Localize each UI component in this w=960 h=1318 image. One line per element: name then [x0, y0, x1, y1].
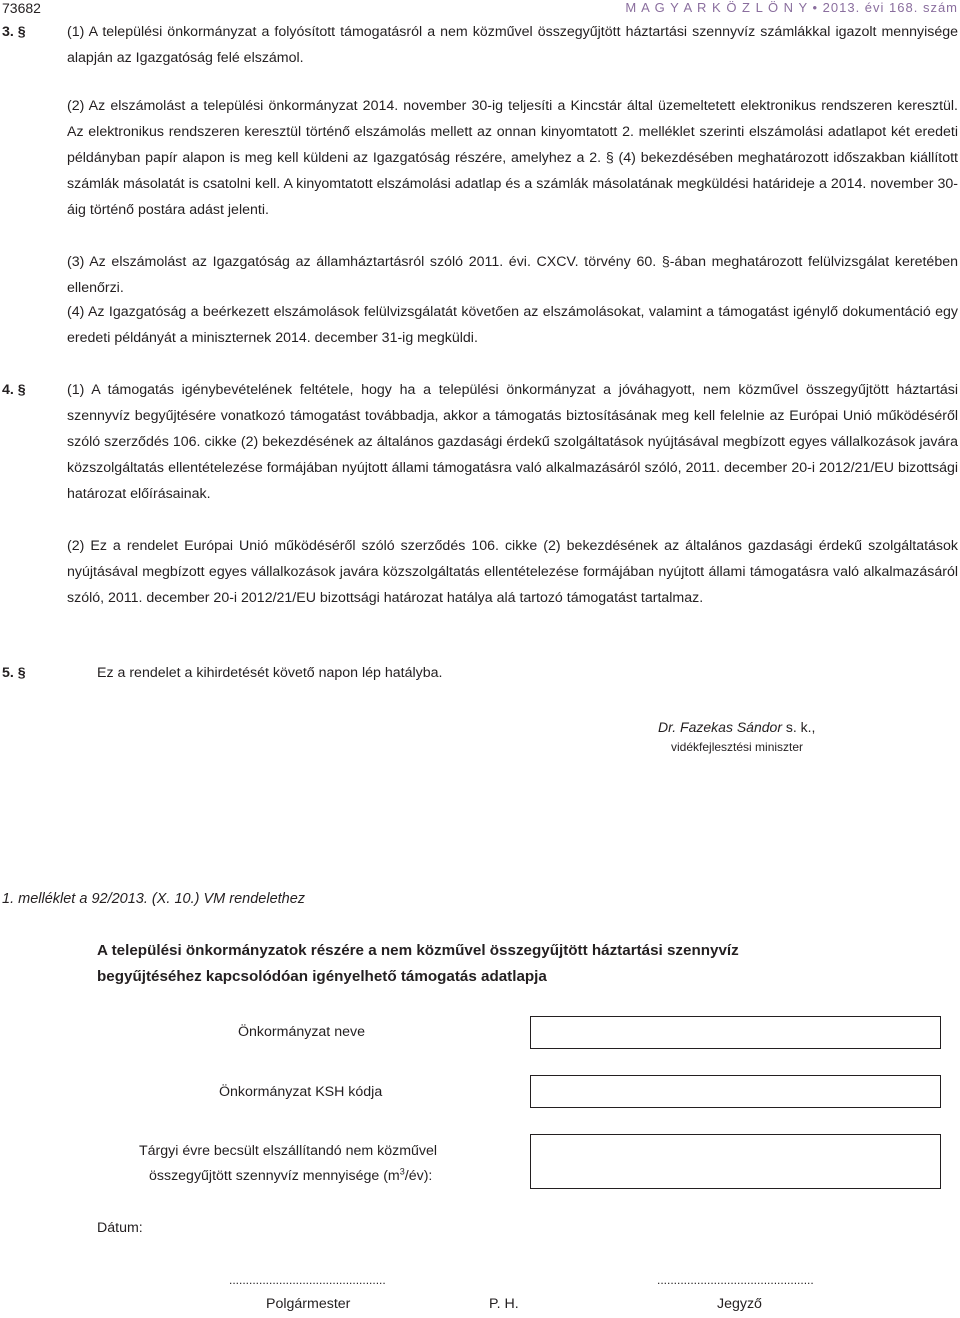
signature-suffix: s. k.,: [781, 719, 816, 735]
section-3-para-1: (1) A települési önkormányzat a folyósított támogatásról a nem közművel összegyűjtött háztartási szennyvíz számlákkal igazolt mennyisége alapján az Igazgatóság felé elszámol.: [67, 24, 958, 66]
signature-name: Dr. Fazekas Sándor: [658, 719, 782, 735]
section-3-para-2: (2) Az elszámolást a települési önkormányzat 2014. november 30-ig teljesíti a Kincstár által üzemeltetett elektronikus rendszeren keresztül. Az elektronikus rendszeren keresztül történő elszámolás mellett az onnan kinyomtatott 2. melléklet szerinti elszámolási adatlapot két eredeti példányban papír alapon is meg kell küldeni az Igazgatóság részére, amelyhez a 2. § (4) bekezdésében meghatározott időszakban kiállított számlák másolatát is csatolni kell. A kinyomtatott elszámolási adatlap és a számlák másolatának megküldési határideje a 2014. november 30-áig történő postára adást jelenti.: [67, 98, 958, 218]
field-label-volume-line-1: Tárgyi évre becsült elszállítandó nem közművel: [139, 1143, 438, 1159]
ksh-code-field[interactable]: [530, 1075, 941, 1108]
field-label-volume-line-2: [149, 1163, 432, 1189]
field-label-volume-text-b: /év):: [404, 1168, 433, 1184]
signature-mayor-label: Polgármester: [266, 1296, 351, 1312]
seal-label: P. H.: [489, 1296, 519, 1312]
publication-title: M A G Y A R K Ö Z L Ö N Y • 2013. évi 168. szám: [625, 0, 958, 15]
signature-title: vidékfejlesztési miniszter: [671, 740, 804, 754]
date-label: Dátum:: [97, 1220, 143, 1236]
section-4-number: 4. §: [2, 382, 26, 398]
field-label-volume-text-a: összegyűjtött szennyvíz mennyisége (m: [149, 1168, 400, 1184]
field-label-volume-sup: 3: [399, 1166, 405, 1177]
annex-title-line-1: A települési önkormányzatok részére a nem közművel összegyűjtött háztartási szennyvíz: [97, 942, 739, 959]
section-4-para-1: (1) A támogatás igénybevételének feltétele, hogy ha a települési önkormányzat a jóváhagyott, nem közművel összegyűjtött háztartási szennyvíz begyűjtésére vonatkozó támogatást továbbadja, akkor a támogatás biztosításának meg kell felelnie az Európai Unió működéséről szóló szerződés 106. cikke (2) bekezdésének az általános gazdasági érdekű szolgáltatások nyújtásával megbízott egyes vállalkozások javára közszolgáltatás ellentételezése formájában nyújtott állami támogatásra való alkalmazásáról szóló, 2011. december 20-i 2012/21/EU bizottsági határozat előírásainak.: [67, 382, 958, 502]
wastewater-volume-field[interactable]: [530, 1134, 941, 1189]
section-3-para-4: (4) Az Igazgatóság a beérkezett elszámolások felülvizsgálatát követően az elszámolásokat, valamint a támogatást igénylő dokumentáció egy eredeti példányát a miniszternek 2014. december 31-ig megküldi.: [67, 304, 958, 346]
annex-title-line-2: begyűjtéséhez kapcsolódóan igényelhető támogatás adatlapja: [97, 968, 547, 985]
annex-heading: 1. melléklet a 92/2013. (X. 10.) VM rendelethez: [2, 891, 306, 907]
section-5-number: 5. §: [2, 665, 26, 681]
section-3-number: 3. §: [2, 24, 26, 40]
field-label-ksh-code: Önkormányzat KSH kódja: [219, 1084, 383, 1100]
notary-signature-line: ...............................................: [657, 1273, 814, 1287]
mayor-signature-line: ...............................................: [229, 1273, 386, 1287]
field-label-municipality-name: Önkormányzat neve: [238, 1024, 365, 1040]
page-number: 73682: [2, 0, 41, 16]
section-3-para-3: (3) Az elszámolást az Igazgatóság az államháztartásról szóló 2011. évi. CXCV. törvény 60. §-ában meghatározott felülvizsgálat keretében ellenőrzi.: [67, 254, 958, 296]
section-5-text: Ez a rendelet a kihirdetését követő napon lép hatályba.: [97, 665, 443, 681]
municipality-name-field[interactable]: [530, 1016, 941, 1049]
signature-notary-label: Jegyző: [717, 1296, 762, 1312]
section-4-para-2: (2) Ez a rendelet Európai Unió működéséről szóló szerződés 106. cikke (2) bekezdésének az általános gazdasági érdekű szolgáltatások nyújtásával megbízott egyes vállalkozások javára közszolgáltatás ellentételezése formájában nyújtott állami támogatásra való alkalmazásáról szóló, 2011. december 20-i 2012/21/EU bizottsági határozat hatálya alá tartozó támogatást tartalmaz.: [67, 538, 958, 606]
